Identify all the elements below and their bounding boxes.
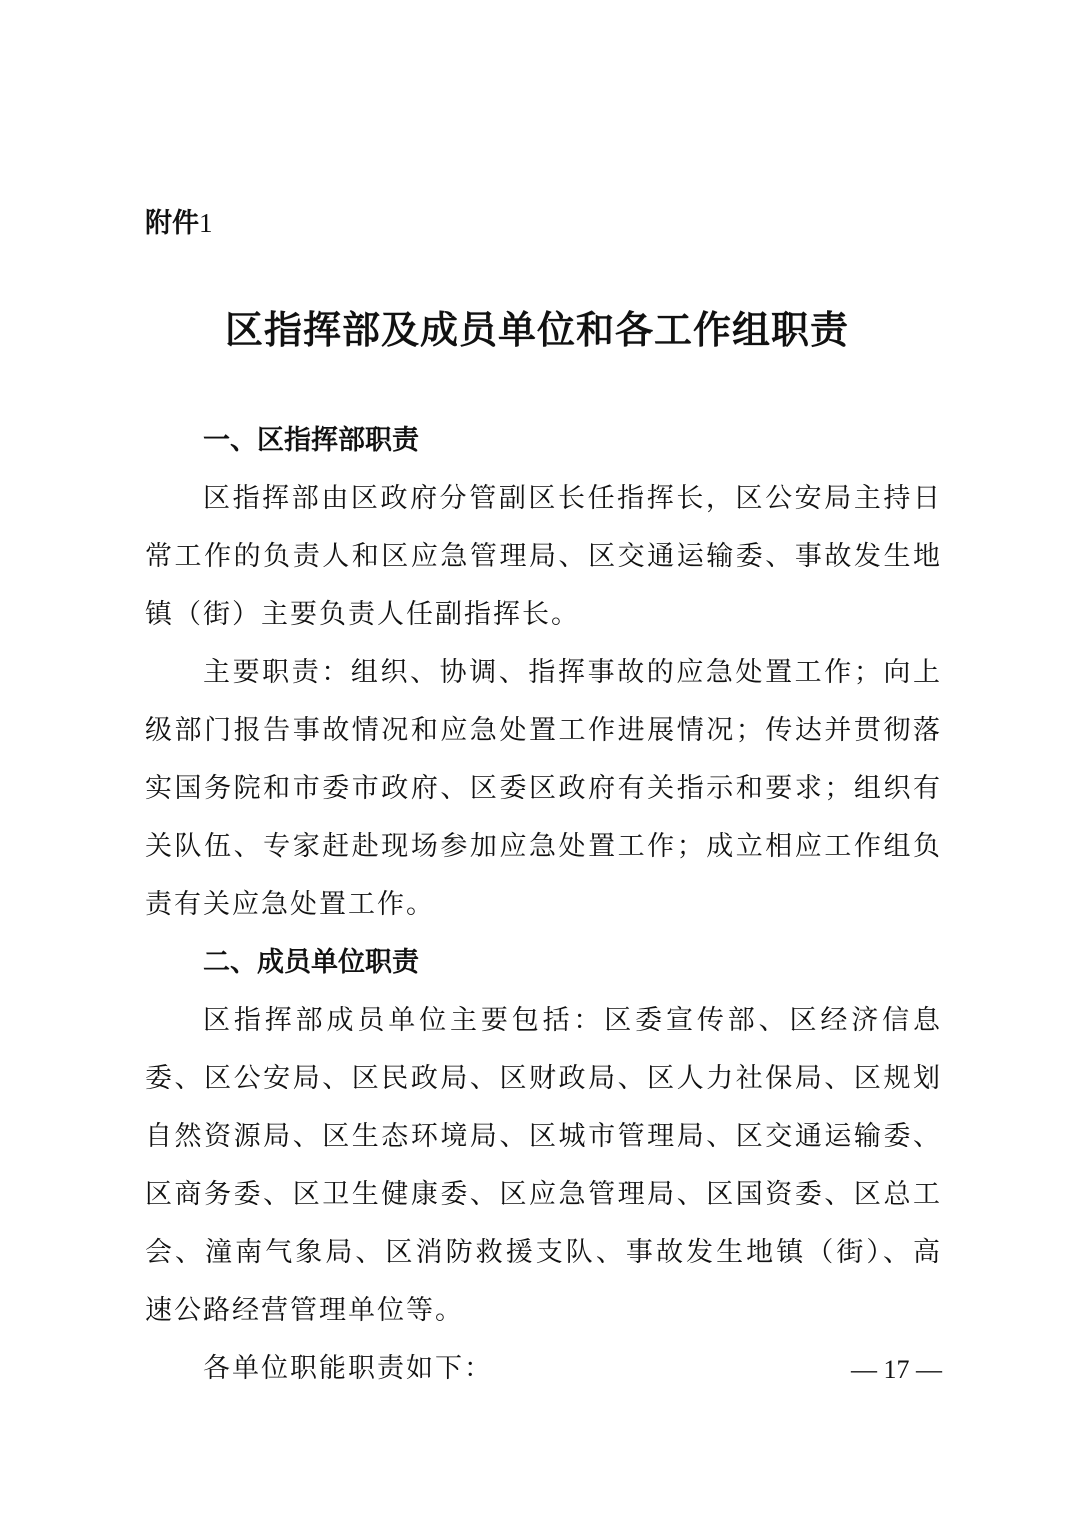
attachment-number: 1: [199, 208, 213, 238]
section-heading-1: 一、区指挥部职责: [203, 425, 419, 456]
section-2-paragraph-1: 区指挥部成员单位主要包括：区委宣传部、区经济信息委、区公安局、区民政局、区财政局、区人力社保局、区规划自然资源局、区生态环境局、区城市管理局、区交通运输委、区商务委、区卫生健康委、区应急管理局、区国资委、区总工会、潼南气象局、区消防救援支队、事故发生地镇（街）、高速公路经营管理单位等。: [145, 1005, 942, 1326]
section-1-paragraph-1: 区指挥部由区政府分管副区长任指挥长，区公安局主持日常工作的负责人和区应急管理局、区交通运输委、事故发生地镇（街）主要负责人任副指挥长。: [145, 483, 942, 630]
attachment-label: [145, 203, 213, 244]
page-number: — 17 —: [851, 1355, 942, 1384]
document-title: 区指挥部及成员单位和各工作组职责: [224, 307, 849, 352]
section-2-paragraph-2: 各单位职能职责如下：: [203, 1353, 493, 1384]
attachment-prefix: 附件: [145, 208, 199, 239]
section-1-paragraph-2: 主要职责：组织、协调、指挥事故的应急处置工作；向上级部门报告事故情况和应急处置工作进展情况；传达并贯彻落实国务院和市委市政府、区委区政府有关指示和要求；组织有关队伍、专家赶赴现场参加应急处置工作；成立相应工作组负责有关应急处置工作。: [145, 657, 942, 920]
section-heading-2: 二、成员单位职责: [203, 947, 419, 978]
document-body: [145, 412, 942, 1398]
